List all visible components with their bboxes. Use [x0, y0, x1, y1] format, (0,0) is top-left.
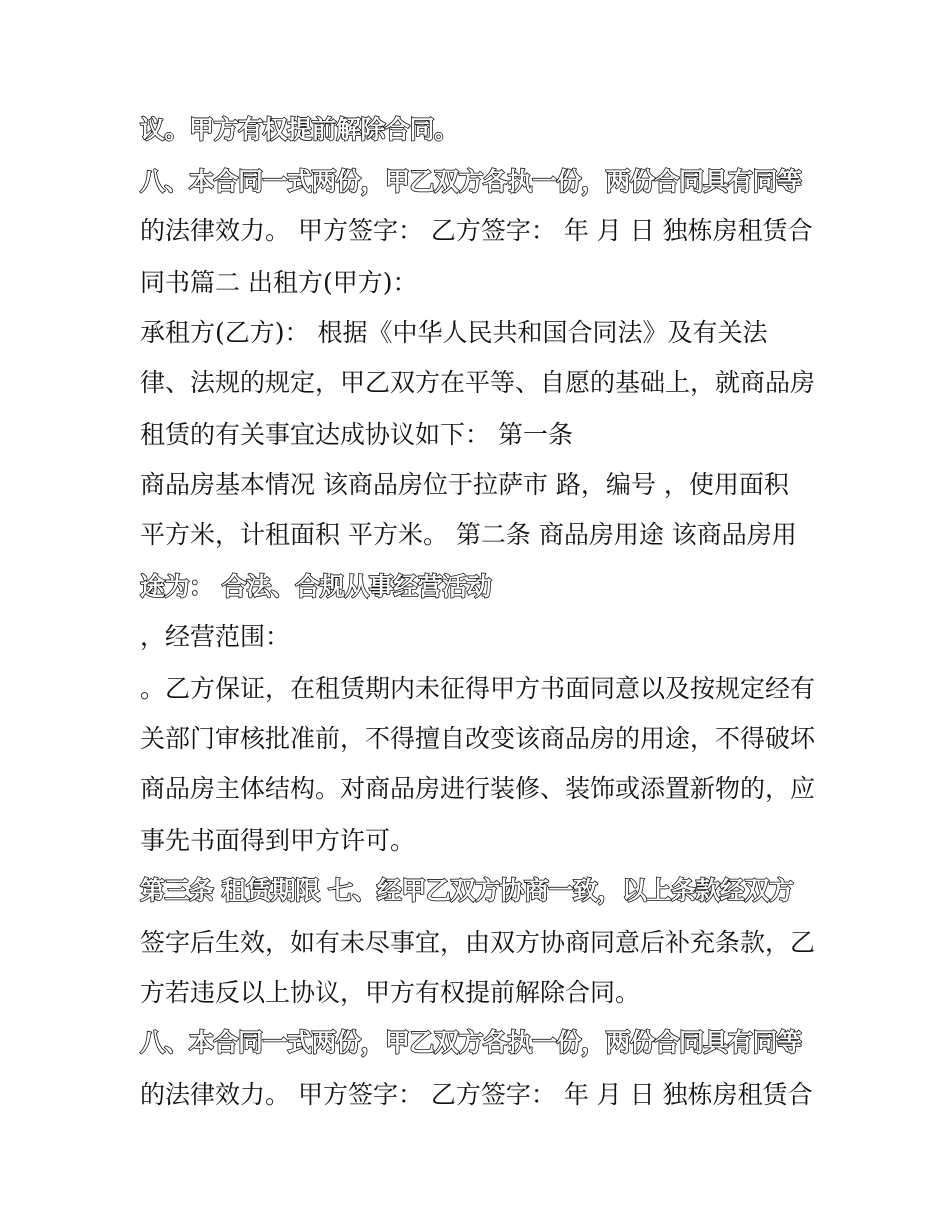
text-line: 承租方(乙方)： 根据《中华人民共和国合同法》及有关法 — [140, 318, 768, 347]
text-line: 。乙方保证，在租赁期内未征得甲方书面同意以及按规定经有 — [140, 674, 816, 703]
text-line: 的法律效力。 甲方签字： 乙方签字： 年 月 日 独栋房租赁合 — [140, 1080, 813, 1109]
text-line: ，经营范围： — [140, 622, 291, 651]
text-line: 的法律效力。 甲方签字： 乙方签字： 年 月 日 独栋房租赁合 — [140, 216, 813, 245]
text-line: 八、本合同一式两份，甲乙双方各执一份，两份合同具有同等 — [140, 1028, 802, 1057]
text-line: 途为： 合法、合规从事经营活动 — [140, 572, 492, 601]
text-line: 同书篇二 出租方(甲方)： — [140, 268, 418, 297]
text-line: 律、法规的规定，甲乙双方在平等、自愿的基础上，就商品房 — [140, 368, 816, 397]
text-line: 议。甲方有权提前解除合同。 — [140, 115, 459, 144]
text-line: 八、本合同一式两份，甲乙双方各执一份，两份合同具有同等 — [140, 167, 802, 196]
text-line: 签字后生效，如有未尽事宜，由双方协商同意后补充条款，乙 — [140, 928, 816, 957]
text-line: 商品房基本情况 该商品房位于拉萨市 路，编号 ，使用面积 — [140, 470, 789, 499]
text-line: 方若违反以上协议，甲方有权提前解除合同。 — [140, 978, 641, 1007]
text-line: 事先书面得到甲方许可。 — [140, 826, 416, 855]
text-line: 租赁的有关事宜达成协议如下： 第一条 — [140, 420, 573, 449]
text-line: 商品房主体结构。对商品房进行装修、装饰或添置新物的，应 — [140, 774, 816, 803]
text-line: 第三条 租赁期限 七、经甲乙双方协商一致，以上条款经双方 — [140, 876, 794, 905]
text-line: 关部门审核批准前，不得擅自改变该商品房的用途，不得破坏 — [140, 724, 816, 753]
text-line: 平方米，计租面积 平方米。 第二条 商品房用途 该商品房用 — [140, 520, 797, 549]
